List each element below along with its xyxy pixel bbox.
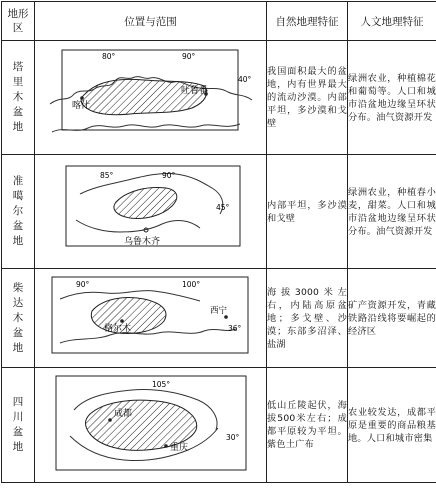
lon-label: 90° bbox=[76, 280, 90, 289]
lon-label: 80° bbox=[102, 52, 116, 61]
basin-map bbox=[35, 41, 267, 155]
city-label: 成都 bbox=[114, 407, 132, 419]
basin-name: 四川盆地 bbox=[2, 368, 35, 483]
basin-table bbox=[1, 1, 436, 483]
basin-map bbox=[35, 155, 267, 269]
basin-name: 柴达木盆地 bbox=[2, 269, 35, 368]
city-marker bbox=[120, 319, 124, 323]
mountain-border bbox=[76, 220, 200, 232]
lat-label: 36° bbox=[228, 324, 242, 333]
table-row bbox=[2, 155, 436, 269]
basin-name: 塔里木盆地 bbox=[2, 41, 35, 155]
physical-features: 内部平坦，多沙漠和戈壁 bbox=[267, 155, 348, 269]
basin-area bbox=[113, 187, 176, 218]
lat-label: 45° bbox=[216, 203, 230, 212]
qaidam-map bbox=[40, 271, 262, 361]
human-features: 绿洲农业，种植春小麦，甜菜。人口和城市沿盆地边缘呈环状分布。油气资源开发 bbox=[348, 155, 436, 269]
city-label: 吐鲁番 bbox=[181, 84, 208, 96]
header-row bbox=[2, 2, 436, 41]
table-row bbox=[2, 41, 436, 155]
sichuan-map bbox=[40, 370, 262, 476]
physical-features: 海拔3000米左右，内陆高原盆地；多戈壁、沙漠；东部多沼泽、盐湖 bbox=[267, 269, 348, 368]
basin-area bbox=[81, 79, 207, 114]
table-row bbox=[2, 269, 436, 368]
table-row bbox=[2, 368, 436, 483]
header-physical: 自然地理特征 bbox=[267, 2, 348, 41]
city-label: 乌鲁木齐 bbox=[124, 235, 160, 247]
lat-label: 30° bbox=[226, 433, 240, 442]
city-label: 重庆 bbox=[170, 441, 188, 453]
lat-label: 40° bbox=[238, 75, 252, 84]
city-label: 格尔木 bbox=[104, 322, 131, 334]
city-marker bbox=[164, 444, 168, 448]
tarim-map bbox=[40, 44, 262, 148]
basin-map bbox=[35, 269, 267, 368]
basin-map bbox=[35, 368, 267, 483]
city-label: 喀什 bbox=[72, 99, 90, 111]
human-features: 矿产资源开发，青藏铁路沿线将要崛起的经济区 bbox=[348, 269, 436, 368]
physical-features: 我国面积最大的盆地，内有世界最大的流动沙漠。内部平坦，多沙漠和戈壁 bbox=[267, 41, 348, 155]
junggar-map bbox=[40, 158, 262, 262]
lon-label: 100° bbox=[182, 280, 200, 289]
header-basin: 地形区 bbox=[2, 2, 35, 41]
physical-features: 低山丘陵起伏，海拔500米左右；成都平原较为平坦。紫色土广布 bbox=[267, 368, 348, 483]
human-features: 绿洲农业，种植棉花和葡萄等。人口和城市沿盆地边缘呈环状分布。油气资源开发 bbox=[348, 41, 436, 155]
city-label: 西宁 bbox=[210, 305, 228, 316]
lon-label: 85° bbox=[100, 171, 114, 180]
human-features: 农业较发达，成都平原是重要的商品粮基地。人口和城市密集 bbox=[348, 368, 436, 483]
city-marker bbox=[80, 96, 84, 100]
header-human: 人文地理特征 bbox=[348, 2, 436, 41]
mountain-border bbox=[52, 124, 240, 132]
city-marker bbox=[108, 418, 112, 422]
lon-label: 105° bbox=[152, 380, 170, 389]
basin-name: 准噶尔盆地 bbox=[2, 155, 35, 269]
header-location: 位置与范围 bbox=[35, 2, 267, 41]
lon-label: 90° bbox=[182, 52, 196, 61]
lon-label: 90° bbox=[162, 171, 176, 180]
